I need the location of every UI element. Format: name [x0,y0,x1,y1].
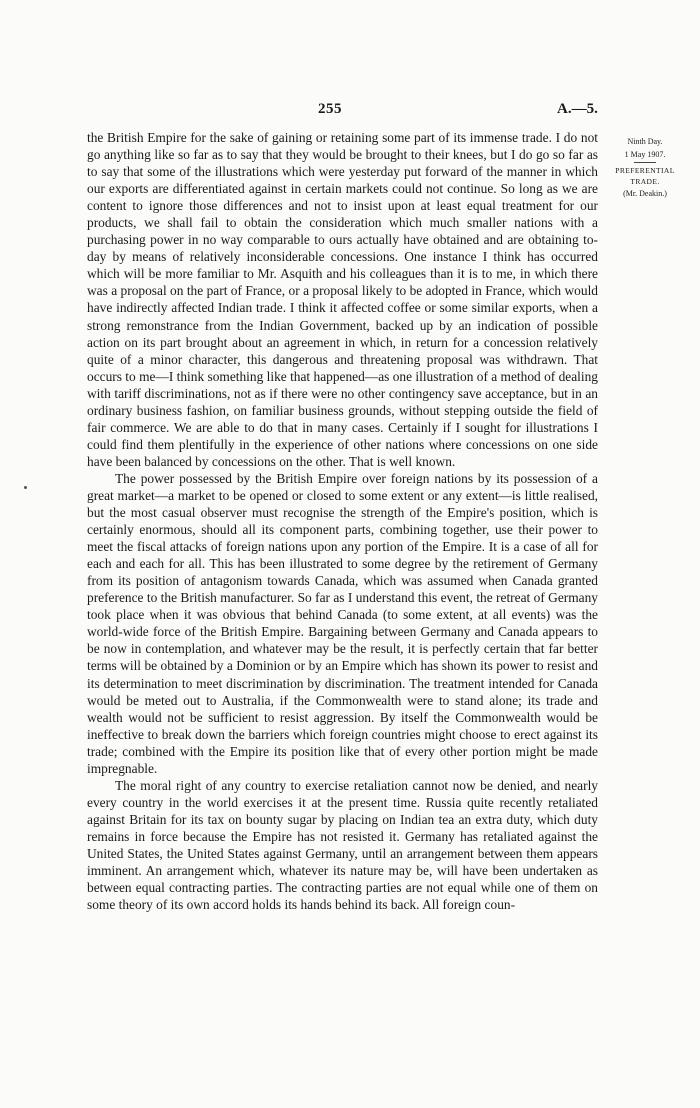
margin-note-day: Ninth Day. [627,137,663,146]
paragraph: The power possessed by the British Empire over foreign nations by its possession of a great market—a market to be opened or closed to some extent or any extent—is little realised, but the most casual observer must recognise the strength of the Empire's position, which is certainly enormous, should all its component parts, combining together, use their power to meet the fiscal attacks of foreign nations upon any portion of the Empire. It is a case of all for each and each for all. This has been illustrated to some degree by the retirement of Germany from its position of antagonism towards Canada, which was assumed when Canada granted preference to the British manufacturer. So far as I understand this event, the retreat of Germany took place when it was obvious that behind Canada (to some extent, at all events) was the world-wide force of the British Empire. Bargaining between Germany and Canada appears to be now in contemplation, and whatever may be the result, it is perfectly certain that far better terms will be obtained by a Dominion or by an Empire which has shown its power to resist and its determination to meet discrimination by discrimination. The treatment intended for Canada would be meted out to Australia, if the Commonwealth were to stand alone; its trade and wealth would not be sufficient to resist aggression. By itself the Commonwealth would be ineffective to break down the barriers which foreign countries might choose to erect against its trade; combined with the Empire its position like that of every other portion might be made impregnable. [87,470,598,776]
margin-notes [605,135,685,200]
margin-note-subject-2: TRADE. [630,177,660,186]
margin-note-speaker: (Mr. Deakin.) [623,189,667,198]
stray-ink-dot [24,486,27,489]
document-reference: A.—5. [557,101,598,117]
paragraph: The moral right of any country to exercise retaliation cannot now be denied, and nearly every country in the world exercises it at the present time. Russia quite recently retaliated against Britain for its tax on bounty sugar by placing on Indian tea an extra duty, which duty remains in force because the Empire has not resisted it. Germany has retaliated against the United States, the United States against Germany, until an arrangement between them appears imminent. An arrangement which, whatever its nature may be, will have been undertaken as between equal contracting parties. The contracting parties are not equal while one of them on some theory of its own accord holds its hands behind its back. All foreign coun- [87,777,598,913]
margin-rule [634,162,656,163]
paragraph: the British Empire for the sake of gaining or retaining some part of its immense trade. I do not go anything like so far as to say that they would be brought to their knees, but I do go so far as to say that some of the illustrations which were yesterday put forward of the manner in which our exports are differentiated against in certain markets could not continue. So long as we are content to ignore those differences and not to insist upon at least equal treatment for our products, we shall fail to obtain the consideration which much smaller nations with a purchasing power in no way comparable to ours actually have obtained and are obtaining to-day by means of relatively inconsiderable concessions. One instance I think has occurred which will be more familiar to Mr. Asquith and his colleagues than it is to me, in which there was a proposal on the part of France, or a proposal likely to be adopted in France, which would have indirectly affected Indian trade. I think it affected coffee or some similar exports, when a strong remonstrance from the Indian Government, backed up by an indication of possible action on its part brought about an agreement in which, in return for a concession relatively quite of a minor character, this dangerous and threatening proposal was withdrawn. That occurs to me—I think something like that happened—as one illustration of a method of dealing with tariff discriminations, not as if there were no other contingency save acceptance, but in an ordinary business fashion, on familiar business grounds, without stepping outside the field of fair commerce. We are able to do that in many cases. Certainly if I sought for illustrations I could find them plentifully in the experience of other nations where concessions on one side have been balanced by concessions on the other. That is well known. [87,130,598,469]
margin-note-subject-1: PREFERENTIAL [615,166,675,175]
body-text [87,129,598,913]
page-number: 255 [318,101,342,117]
margin-note-date: 1 May 1907. [624,150,666,159]
